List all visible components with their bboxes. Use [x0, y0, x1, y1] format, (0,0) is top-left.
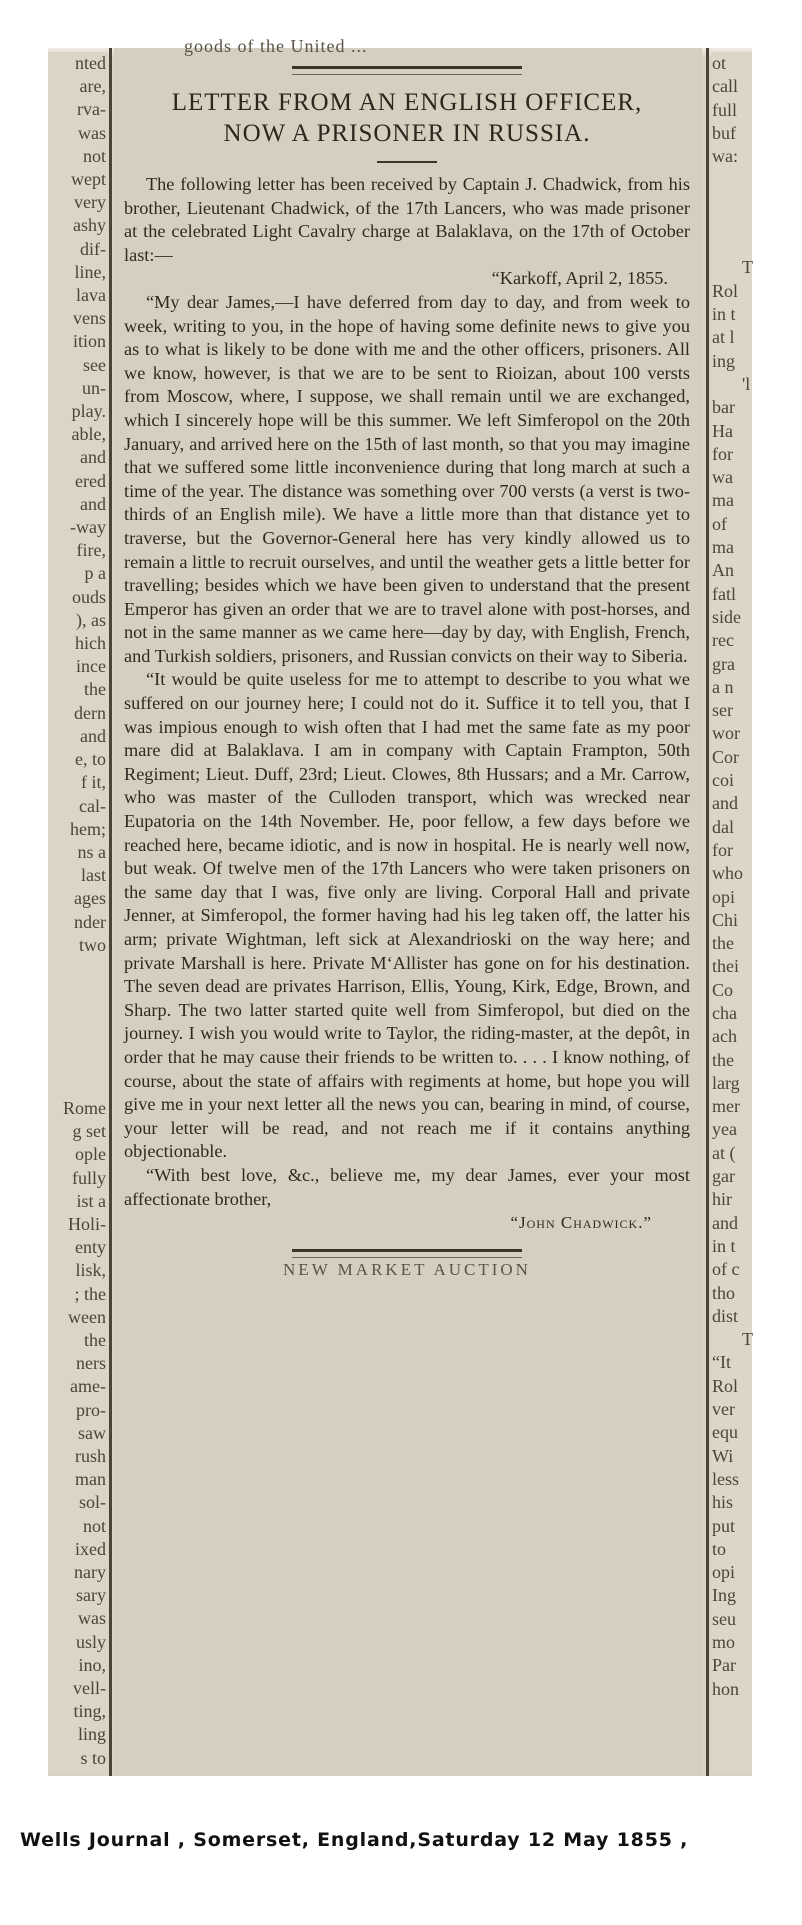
- fragment-line: nted: [75, 53, 106, 73]
- fragment-line: last: [81, 865, 106, 886]
- fragment-line: Rol: [712, 280, 739, 301]
- fragment-line: very: [74, 192, 106, 213]
- fragment-line: fire,: [76, 540, 106, 561]
- fragment-line: the: [712, 933, 734, 954]
- headline-line-2: NOW A PRISONER IN RUSSIA.: [223, 120, 591, 147]
- next-article-fragment: NEW MARKET AUCTION: [283, 1259, 531, 1279]
- fragment-line: un-: [82, 377, 106, 398]
- fragment-line: hon: [712, 1678, 739, 1699]
- fragment-line: seu: [712, 1608, 736, 1629]
- fragment-line: at l: [712, 327, 735, 348]
- fragment-line: lava: [76, 285, 106, 306]
- fragment-line: play.: [71, 401, 106, 422]
- fragment-line: e, to: [75, 749, 106, 770]
- fragment-line: ince: [76, 656, 106, 677]
- fragment-line: ople: [75, 1144, 106, 1165]
- fragment-line: Ing: [712, 1585, 736, 1606]
- fragment-line: ing: [712, 350, 736, 371]
- fragment-line: to: [712, 1538, 727, 1559]
- fragment-line: Chi: [712, 909, 739, 930]
- fragment-line: and: [80, 725, 106, 746]
- fragment-line: tho: [712, 1282, 736, 1303]
- fragment-line: vell-: [73, 1678, 106, 1698]
- fragment-line: nder: [74, 911, 106, 932]
- intro-paragraph: The following letter has been received by Captain J. Chadwick, from his brother, Lieutenant Chadwick, of the 17th Lancers, who was made prisoner at the celebrated Light Cavalry charge at Balaklava, on the 17th of October last:—: [124, 174, 690, 265]
- fragment-line: ween: [68, 1306, 106, 1327]
- source-caption: Wells Journal , Somerset, England,Saturday 12 May 1855 ,: [20, 1829, 689, 1851]
- fragment-line: ages: [74, 888, 106, 909]
- fragment-line: wa:: [712, 146, 738, 167]
- fragment-line: ma: [712, 490, 734, 511]
- fragment-line: opi: [712, 1562, 736, 1583]
- fragment-line: 'l: [742, 373, 751, 394]
- headline-rule-short: [377, 161, 437, 163]
- fragment-line: buf: [712, 122, 736, 143]
- fragment-line: Par: [712, 1655, 736, 1676]
- right-fragment-lines-bottom: [712, 256, 752, 1700]
- fragment-line: ners: [76, 1353, 106, 1374]
- column-rule-left: [109, 48, 112, 1776]
- previous-article-fragment: goods of the United ...: [184, 36, 368, 56]
- fragment-line: g set: [72, 1121, 106, 1142]
- fragment-line: p a: [84, 563, 106, 584]
- letter-paragraph-1: “My dear James,—I have deferred from day to day, and from week to week, writing to you, in the hope of having some definite news to give you as to what is likely to be done with me and the other officers, prisoners. All we know, however, is that we are to be sent to Rioizan, about 100 versts from Moscow, where, I suppose, we shall remain until we are exchanged, which I sincerely hope will be this summer. We left Simferopol on the 20th January, and arrived here on the 15th of last month, so that you may imagine that we suffered some little inconvenience during that long march at such a time of the year. The distance was something over 700 versts (a verst is two-thirds of an English mile). We have a little more than that distance yet to traverse, but the Governor-General here has very kindly allowed us to remain a little to recruit ourselves, and until the weather gets a little better for travelling; besides which we have been given to understand that the present Emperor has given an order that we are to travel alone with post-horses, and not in the same manner as we came here—day by day, with English, French, and Turkish soldiers, prisoners, and Russian convicts on their way to Siberia.: [124, 291, 691, 666]
- fragment-line: the: [84, 1329, 106, 1350]
- fragment-line: s to: [80, 1747, 106, 1768]
- fragment-line: yea: [712, 1119, 737, 1140]
- fragment-line: pro-: [76, 1399, 106, 1420]
- headline: [124, 87, 690, 149]
- left-column-fragment: [48, 52, 108, 1772]
- fragment-line: ame-: [70, 1376, 106, 1397]
- fragment-line: Cor: [712, 746, 739, 767]
- fragment-line: gar: [712, 1166, 735, 1187]
- letter-closing: “With best love, &c., believe me, my dear James, ever your most affectionate brother,: [124, 1164, 690, 1209]
- fragment-line: the: [84, 679, 106, 700]
- fragment-line: and: [712, 793, 738, 814]
- fragment-line: hem;: [70, 818, 106, 839]
- fragment-line: see: [83, 354, 106, 375]
- fragment-line: An: [712, 560, 734, 581]
- fragment-line: rush: [75, 1445, 106, 1466]
- newspaper-clipping: [48, 36, 753, 1776]
- fragment-line: and: [80, 493, 106, 514]
- fragment-line: opi: [712, 886, 736, 907]
- fragment-line: lisk,: [75, 1260, 106, 1281]
- article-end-rule: [292, 1249, 522, 1258]
- fragment-line: “It: [712, 1352, 731, 1373]
- fragment-line: was: [78, 1608, 106, 1629]
- fragment-line: thei: [712, 956, 739, 977]
- fragment-line: rec: [712, 630, 734, 651]
- fragment-line: ot: [712, 53, 727, 73]
- fragment-line: in t: [712, 304, 736, 325]
- fragment-line: Rol: [712, 1375, 739, 1396]
- fragment-line: wa: [712, 467, 733, 488]
- article-column: [114, 36, 702, 1776]
- fragment-line: not: [82, 1515, 106, 1536]
- fragment-line: ach: [712, 1026, 737, 1047]
- fragment-line: are,: [79, 76, 106, 97]
- fragment-line: call: [712, 76, 738, 97]
- fragment-line: man: [75, 1469, 106, 1490]
- fragment-line: fatl: [712, 583, 736, 604]
- fragment-line: his: [712, 1492, 734, 1513]
- fragment-line: less: [712, 1468, 739, 1489]
- fragment-line: mer: [712, 1096, 740, 1117]
- fragment-line: of c: [712, 1259, 740, 1280]
- fragment-line: -way: [70, 517, 106, 538]
- fragment-line: in t: [712, 1235, 736, 1256]
- letter-paragraph-2: “It would be quite useless for me to attempt to describe to you what we suffered on our journey here; I could not do it. Suffice it to tell you, that I was impious enough to wish often that I had met the same fate as my poor mare did at Balaklava. I am in company with Captain Frampton, 50th Regiment; Lieut. Duff, 23rd; Lieut. Clowes, 8th Hussars; and a Mr. Carrow, who was master of the Culloden transport, which was wrecked near Eupatoria on the 14th November. He, poor fellow, a few days before we reached here, became idiotic, and is now in hospital. He is nearly well now, but weak. Of twelve men of the 17th Lancers who were taken prisoners on the same day that I was, five only are living. Corporal Hall and private Jenner, at Simferopol, the former having had his leg taken off, the latter his arm; private Wightman, left sick at Alexandrioski on the way here; and private Marshall is here. Private M‘Allister has gone on for his destination. The seven dead are privates Harrison, Ellis, Young, Kirk, Edge, Brown, and Sharp. The two latter started quite well from Simferopol, but died on the journey. I wish you would write to Taylor, the riding-master, at the depôt, in order that he may cause their friends to be written to. . . . I know nothing, of course, about the state of affairs with regiments at home, but hope you will give me in your next letter all the news you can, bearing in mind, of course, your letter will be read, and not reach me if it contains anything objectionable.: [124, 669, 690, 1162]
- fragment-line: fully: [72, 1167, 106, 1188]
- fragment-line: wor: [712, 723, 740, 744]
- fragment-line: side: [712, 606, 741, 627]
- fragment-line: ist a: [76, 1190, 106, 1211]
- fragment-line: and: [80, 447, 106, 468]
- fragment-line: full: [712, 99, 737, 120]
- fragment-line: hich: [75, 633, 106, 654]
- fragment-line: ered: [75, 470, 106, 491]
- fragment-line: dist: [712, 1305, 739, 1326]
- right-column-fragment: [712, 52, 752, 1772]
- fragment-line: two: [79, 934, 106, 955]
- fragment-line: sary: [76, 1585, 106, 1606]
- fragment-line: vens: [73, 308, 106, 329]
- fragment-line: Rome: [63, 1097, 106, 1118]
- fragment-line: and: [712, 1212, 738, 1233]
- fragment-line: ser: [712, 700, 733, 721]
- fragment-line: cal-: [79, 795, 106, 816]
- fragment-line: ashy: [73, 215, 106, 236]
- fragment-line: coi: [712, 770, 734, 791]
- fragment-line: Wi: [712, 1445, 734, 1466]
- fragment-line: wept: [71, 169, 106, 190]
- fragment-line: Ha: [712, 420, 733, 441]
- left-fragment-lines-top: [48, 52, 106, 957]
- fragment-line: Holi-: [68, 1213, 106, 1234]
- fragment-line: nary: [74, 1561, 106, 1582]
- fragment-line: not: [82, 145, 106, 166]
- fragment-line: dif-: [80, 238, 106, 259]
- headline-rule-top: [292, 66, 522, 75]
- fragment-line: of: [712, 513, 727, 534]
- fragment-line: the: [712, 1049, 734, 1070]
- fragment-line: mo: [712, 1632, 736, 1652]
- fragment-line: T: [742, 257, 753, 278]
- fragment-line: ouds: [71, 586, 106, 607]
- fragment-line: hir: [712, 1189, 732, 1210]
- fragment-line: ma: [712, 537, 734, 558]
- fragment-line: ), as: [76, 609, 106, 630]
- fragment-line: ting,: [73, 1701, 106, 1722]
- letter-dateline: “Karkoff, April 2, 1855.: [491, 268, 668, 289]
- fragment-line: Co: [712, 979, 734, 1000]
- fragment-line: put: [712, 1515, 736, 1536]
- fragment-line: ino,: [78, 1654, 106, 1675]
- fragment-line: equ: [712, 1422, 738, 1443]
- fragment-line: dern: [74, 702, 106, 723]
- fragment-line: ling: [77, 1724, 106, 1745]
- fragment-line: ition: [72, 331, 106, 352]
- fragment-line: ; the: [74, 1283, 106, 1304]
- fragment-line: usly: [75, 1631, 106, 1652]
- fragment-line: larg: [712, 1072, 740, 1093]
- fragment-line: saw: [78, 1422, 106, 1443]
- right-fragment-lines-top: [712, 52, 752, 168]
- fragment-line: a n: [712, 676, 734, 697]
- left-fragment-lines-bottom: [48, 1097, 106, 1770]
- fragment-line: at (: [712, 1142, 736, 1163]
- fragment-line: gra: [712, 653, 735, 674]
- fragment-line: for: [712, 443, 733, 464]
- fragment-line: rva-: [77, 99, 106, 120]
- fragment-line: was: [78, 122, 106, 143]
- fragment-line: line,: [74, 261, 106, 282]
- fragment-line: ixed: [75, 1538, 106, 1559]
- letter-signature: “John Chadwick.”: [510, 1213, 652, 1233]
- fragment-line: enty: [75, 1237, 106, 1258]
- headline-line-1: LETTER FROM AN ENGLISH OFFICER,: [171, 89, 643, 116]
- fragment-line: T: [742, 1329, 753, 1350]
- column-rule-right: [706, 48, 709, 1776]
- fragment-line: who: [712, 863, 743, 884]
- fragment-line: dal: [712, 816, 734, 837]
- fragment-line: sol-: [79, 1492, 106, 1513]
- fragment-line: able,: [71, 424, 106, 445]
- fragment-line: for: [712, 839, 733, 860]
- fragment-line: f it,: [81, 772, 106, 793]
- fragment-line: ns a: [77, 841, 106, 862]
- fragment-line: bar: [712, 397, 735, 418]
- fragment-line: cha: [712, 1002, 737, 1023]
- fragment-line: ver: [712, 1399, 735, 1420]
